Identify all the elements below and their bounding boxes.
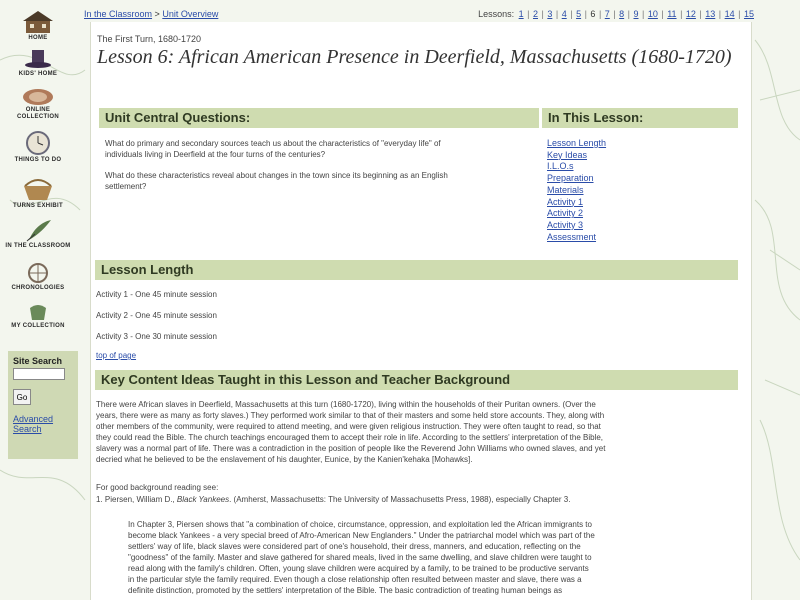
sidebar-item-turns-exhibit[interactable]: [4, 176, 72, 210]
lesson-link-3[interactable]: 3: [547, 9, 553, 19]
quote-line: In Chapter 3, Piersen shows that "a combination of choice, circumstance, oppression, and exploitation led the African immigrants to: [128, 520, 592, 529]
quote-line: "goodness" of the family. Master and slave gathered for shared meals, lived in the same dwelling, and slave children were taught to: [128, 553, 592, 562]
quote-line: become black Yankees - a very special breed of Afro-American New Englanders." Under the patriarchal model which was part of the: [128, 531, 595, 540]
wheel-icon: [24, 262, 52, 284]
unit-question-2: [105, 170, 448, 192]
lesson-separator: |: [625, 9, 633, 19]
reference-details: . (Amherst, Massachusetts: The University of Massachusetts Press, 1988), especially Chapter 3.: [229, 495, 571, 504]
lesson-link-8[interactable]: 8: [619, 9, 625, 19]
lesson-separator: |: [524, 9, 532, 19]
lesson-length-heading: Lesson Length: [95, 260, 738, 280]
lesson-separator: |: [677, 9, 685, 19]
lesson-separator: |: [639, 9, 647, 19]
lesson-link-12[interactable]: 12: [685, 9, 696, 19]
breadcrumb-in-the-classroom[interactable]: In the Classroom: [84, 9, 153, 19]
lesson-link-2[interactable]: 2: [532, 9, 538, 19]
sidebar-nav: [0, 0, 80, 600]
in-this-lesson-heading: In This Lesson:: [542, 108, 738, 128]
sidebar-item-label: HOME: [28, 35, 48, 41]
toc-link-activity-2[interactable]: Activity 2: [547, 208, 584, 219]
lesson-link-7[interactable]: 7: [604, 9, 610, 19]
lesson-separator: |: [539, 9, 547, 19]
sidebar-item-label: KIDS' HOME: [18, 71, 58, 77]
top-of-page-link[interactable]: top of page: [96, 351, 137, 360]
lesson-separator: |: [716, 9, 724, 19]
in-this-lesson-links: [547, 138, 606, 243]
clock-icon: [25, 130, 51, 156]
quote-line: in the particular style the family required. Even though a close relationship often resulted between master and slave, there was a: [128, 575, 582, 584]
toc-link-assessment[interactable]: Assessment: [547, 231, 597, 242]
unit-question-1: [105, 138, 441, 160]
activity-2-length: Activity 2 - One 45 minute session: [96, 311, 217, 320]
unit-question-1-line2: individuals living in Deerfield at the four turns of the centuries?: [105, 150, 326, 159]
key-content-paragraph: [96, 399, 605, 465]
advanced-search-line2: Search: [13, 424, 42, 434]
pouch-icon: [26, 300, 50, 322]
activity-3-length: Activity 3 - One 30 minute session: [96, 332, 217, 341]
sidebar-item-label: IN THE CLASSROOM: [5, 243, 71, 249]
reference-author: 1. Piersen, William D.,: [96, 495, 177, 504]
key-content-line: decried what he believed to be the enslavement of his daughter, Eunice, by the Kanien'kehaka [Mohawks].: [96, 455, 473, 464]
site-search-input[interactable]: [13, 368, 65, 380]
lesson-separator: |: [735, 9, 743, 19]
lesson-separator: |: [696, 9, 705, 19]
toc-link-key-ideas[interactable]: Key Ideas: [547, 149, 588, 160]
page-subtitle: The First Turn, 1680-1720: [97, 34, 202, 44]
advanced-search-link[interactable]: [13, 414, 73, 434]
lesson-link-6: 6: [590, 9, 596, 19]
lesson-pager: [478, 9, 754, 19]
basket-icon: [21, 176, 55, 202]
key-content-line: years, there were as many as forty slaves.) They performed work similar to that of their masters and some held store accounts. They, along with: [96, 411, 605, 420]
sidebar-item-home[interactable]: [4, 10, 72, 42]
reference-1: [96, 494, 570, 505]
toc-link-preparation[interactable]: Preparation: [547, 173, 594, 184]
lesson-separator: |: [582, 9, 590, 19]
key-content-line: other members of the community, were required to attend meeting, and were given religious instruction. They were often taught to read, so that: [96, 422, 601, 431]
sidebar-item-label: THINGS TO DO: [14, 157, 62, 163]
top-hat-icon: [23, 48, 53, 70]
lesson-separator: |: [553, 9, 561, 19]
quote-line: read along with the family's children. Often, young slave children were acquired by a family, to be trained to be productive servants: [128, 564, 589, 573]
lesson-link-10[interactable]: 10: [647, 9, 658, 19]
toc-link-materials[interactable]: Materials: [547, 184, 584, 195]
key-content-line: they could read the Bible. The church teachings encouraged them to accept their role in life. According to the settlers' interpretation of the Bible,: [96, 433, 604, 442]
lesson-separator: |: [567, 9, 576, 19]
key-content-line: slavery was a normal part of life. There was a contradiction in the position of people like the Reverend John Williams who owned slaves, and yet: [96, 444, 606, 453]
sidebar-item-kids-home[interactable]: [4, 48, 72, 78]
sidebar-item-chronologies[interactable]: [4, 262, 72, 292]
unit-question-2-line1: What do these characteristics reveal about changes in the town since its beginning as an English: [105, 171, 448, 180]
toc-link-activity-1[interactable]: Activity 1: [547, 196, 584, 207]
lesson-separator: |: [596, 9, 604, 19]
sidebar-item-label: TURNS EXHIBIT: [13, 203, 63, 209]
sidebar-item-label: CHRONOLOGIES: [11, 285, 65, 291]
site-search-panel: [8, 351, 78, 459]
toc-link-activity-3[interactable]: Activity 3: [547, 219, 584, 230]
page-title: Lesson 6: African American Presence in Deerfield, Massachusetts (1680-1720): [97, 46, 732, 68]
lesson-link-9[interactable]: 9: [633, 9, 639, 19]
lesson-link-15[interactable]: 15: [743, 9, 754, 19]
reference-title: Black Yankees: [176, 495, 230, 504]
lesson-link-4[interactable]: 4: [561, 9, 567, 19]
quote-line: definite distinction, promoted by the settlers' interpretation of the Bible. The basic contradiction of treating human beings as: [128, 586, 563, 595]
breadcrumb: [84, 9, 218, 19]
key-content-heading: Key Content Ideas Taught in this Lesson and Teacher Background: [95, 370, 738, 390]
sidebar-item-in-the-classroom[interactable]: [4, 218, 72, 250]
lesson-link-13[interactable]: 13: [705, 9, 716, 19]
quill-icon: [23, 218, 53, 242]
go-button[interactable]: Go: [13, 389, 31, 405]
main-content: [90, 22, 752, 600]
reading-intro: For good background reading see:: [96, 483, 219, 492]
lessons-label: Lessons:: [478, 9, 515, 19]
sidebar-item-label: MY COLLECTION: [11, 323, 65, 329]
lesson-link-1[interactable]: 1: [518, 9, 524, 19]
unit-question-1-line1: What do primary and secondary sources teach us about the characteristics of "everyday life" of: [105, 139, 441, 148]
top-bar: [84, 9, 754, 21]
site-search-label: Site Search: [13, 356, 63, 366]
breadcrumb-separator: >: [154, 9, 160, 19]
unit-question-2-line2: settlement?: [105, 182, 147, 191]
bonnet-icon: [21, 86, 55, 106]
quote-line: settlers' way of life, black slaves were considered part of one's household, their dress, manners, and education, reflecting on the: [128, 542, 581, 551]
breadcrumb-unit-overview[interactable]: Unit Overview: [162, 9, 219, 19]
lesson-link-14[interactable]: 14: [724, 9, 735, 19]
sidebar-item-my-collection[interactable]: [8, 300, 68, 330]
unit-questions-heading: Unit Central Questions:: [99, 108, 539, 128]
key-content-line: There were African slaves in Deerfield, Massachusetts at this turn (1680-1720), living within the households of their Puritan owners. (Over the: [96, 400, 596, 409]
lesson-link-5[interactable]: 5: [576, 9, 582, 19]
reference-quote: [128, 519, 595, 596]
advanced-search-line1: Advanced: [13, 414, 54, 424]
sidebar-item-online-collection[interactable]: [8, 86, 68, 121]
activity-1-length: Activity 1 - One 45 minute session: [96, 290, 217, 299]
house-icon: [23, 10, 53, 34]
sidebar-item-things-to-do[interactable]: [4, 130, 72, 164]
lesson-separator: |: [658, 9, 667, 19]
lesson-link-11[interactable]: 11: [667, 9, 677, 19]
lesson-separator: |: [610, 9, 619, 19]
sidebar-item-label: ONLINE COLLECTION: [17, 107, 59, 120]
toc-link-ilos[interactable]: I.L.O.s: [547, 161, 574, 172]
toc-link-lesson-length[interactable]: Lesson Length: [547, 138, 607, 148]
